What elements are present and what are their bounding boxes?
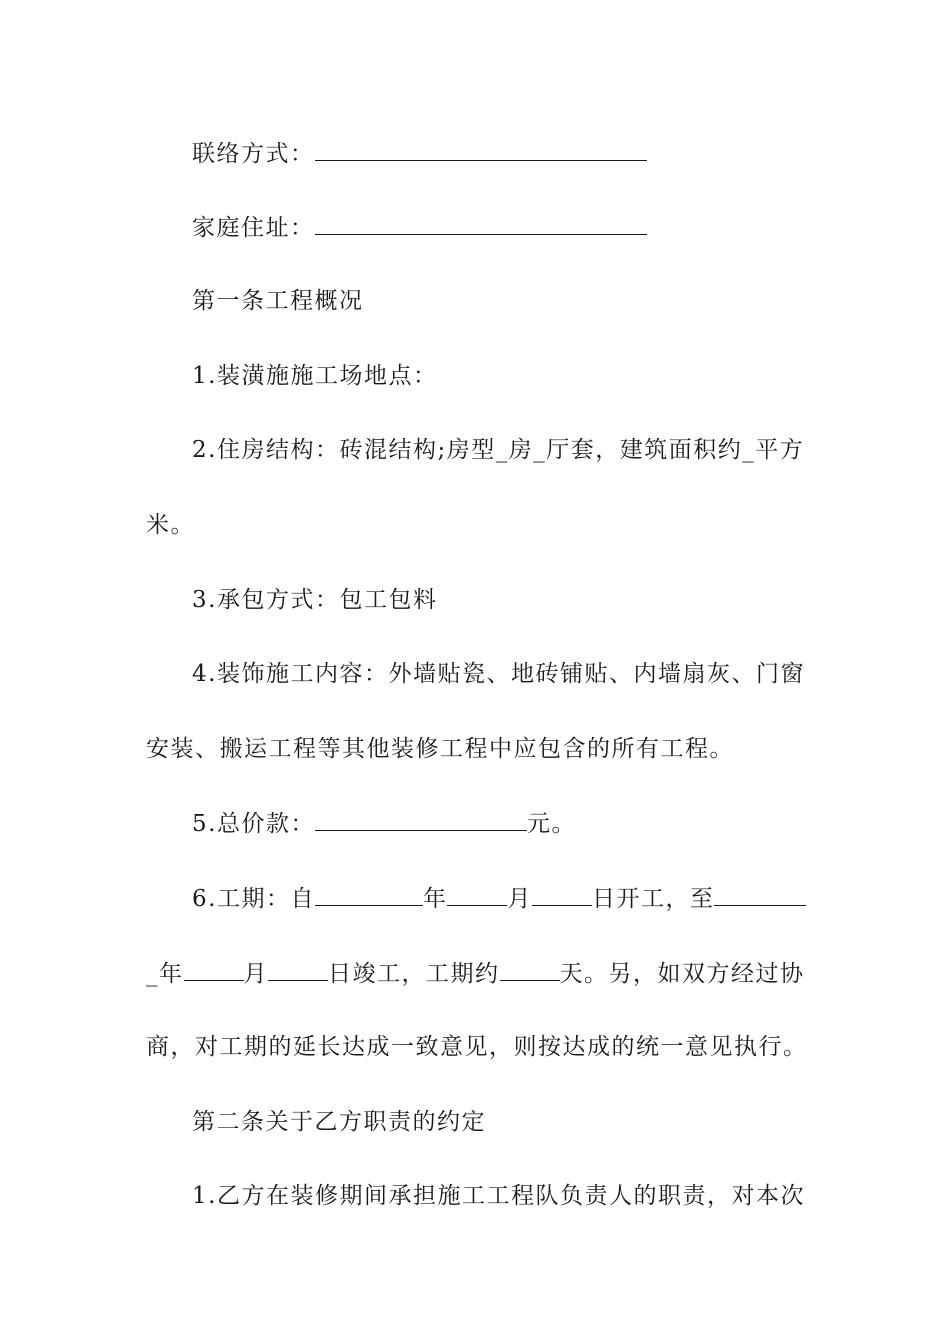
item6-from-label: 6.工期：自 <box>192 886 315 912</box>
section1-item6-line1 <box>192 883 810 914</box>
section2-title: 第二条关于乙方职责的约定 <box>192 1109 486 1135</box>
item6-start-label: 日开工，至 <box>591 886 715 912</box>
end-year-blank-part1[interactable] <box>714 883 806 906</box>
item5-label: 5.总价款： <box>192 811 315 837</box>
section1-item6-line3: 商，对工期的延长达成一致意见，则按达成的统一意见执行。 <box>146 1034 808 1060</box>
section2-item1-line1: 1.乙方在装修期间承担施工工程队负责人的职责，对本次 <box>192 1183 805 1209</box>
section1-item6-line2 <box>146 958 810 989</box>
end-day-blank[interactable] <box>268 958 328 981</box>
item6-end-year-label: _年 <box>146 961 184 987</box>
section1-item2-line2: 米。 <box>146 512 195 538</box>
section1-title: 第一条工程概况 <box>192 288 364 314</box>
item6-end-month-label: 月 <box>243 961 268 987</box>
contact-label: 联络方式： <box>192 141 315 167</box>
address-line <box>192 212 810 243</box>
contact-line <box>192 138 810 169</box>
item6-days-label: 天。另，如双方经过协 <box>559 961 805 987</box>
start-day-blank[interactable] <box>532 883 592 906</box>
section1-item2-line1: 2.住房结构：砖混结构;房型_房_厅套，建筑面积约_平方 <box>192 437 805 463</box>
item6-month-label: 月 <box>507 886 532 912</box>
start-year-blank[interactable] <box>315 883 423 906</box>
total-price-blank[interactable] <box>315 808 527 831</box>
item6-year-label: 年 <box>422 886 448 912</box>
end-month-blank[interactable] <box>184 958 244 981</box>
duration-days-blank[interactable] <box>500 958 560 981</box>
section1-item5 <box>192 808 810 839</box>
start-month-blank[interactable] <box>447 883 507 906</box>
item5-suffix: 元。 <box>526 811 576 837</box>
contact-blank[interactable] <box>315 138 647 161</box>
item6-end-label: 日竣工，工期约 <box>328 961 500 987</box>
section1-item4-line1: 4.装饰施工内容：外墙贴瓷、地砖铺贴、内墙扇灰、门窗 <box>192 661 805 687</box>
address-blank[interactable] <box>315 212 647 235</box>
section1-item4-line2: 安装、搬运工程等其他装修工程中应包含的所有工程。 <box>146 736 734 762</box>
section1-item1: 1.装潢施施工场地点： <box>192 363 438 389</box>
section1-item3: 3.承包方式：包工包料 <box>192 587 438 613</box>
address-label: 家庭住址： <box>192 215 315 241</box>
